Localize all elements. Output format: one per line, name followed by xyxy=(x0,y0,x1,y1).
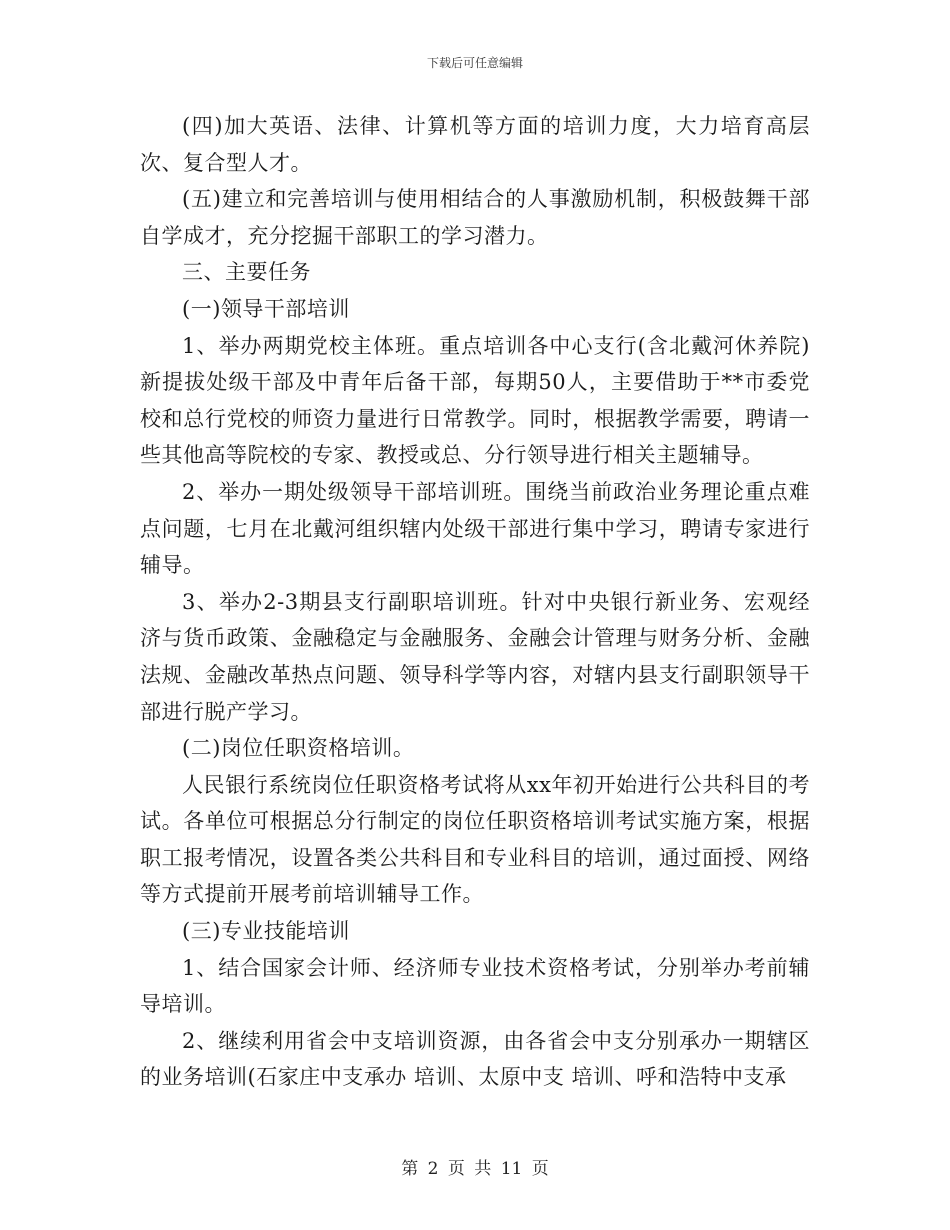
paragraph: 1、举办两期党校主体班。重点培训各中心支行(含北戴河休养院)新提拔处级干部及中青年后备干部，每期50人，主要借助于**市委党校和总行党校的师资力量进行日常教学。同时，根据教学需要，聘请一些其他高等院校的专家、教授或总、分行领导进行相关主题辅导。 xyxy=(140,333,810,468)
document-body xyxy=(140,108,810,1096)
paragraph: (五)建立和完善培训与使用相结合的人事激励机制，积极鼓舞干部自学成才，充分挖掘干部职工的学习潜力。 xyxy=(140,187,810,248)
page-header: 下载后可任意编辑 xyxy=(426,56,523,70)
subsection-heading: (二)岗位任职资格培训。 xyxy=(182,736,415,761)
subsection-heading: (一)领导干部培训 xyxy=(182,296,350,321)
page-number: 第 2 页 共 11 页 xyxy=(401,1159,549,1179)
paragraph: 3、举办2-3期县支行副职培训班。针对中央银行新业务、宏观经济与货币政策、金融稳定与金融服务、金融会计管理与财务分析、金融法规、金融改革热点问题、领导科学等内容，对辖内县支行副职领导干部进行脱产学习。 xyxy=(140,589,810,724)
section-heading: 三、主要任务 xyxy=(182,260,311,285)
paragraph: 2、继续利用省会中支培训资源，由各省会中支分别承办一期辖区的业务培训(石家庄中支承办 培训、太原中支 培训、呼和浩特中支承 xyxy=(140,1028,810,1090)
paragraph: 人民银行系统岗位任职资格考试将从xx年初开始进行公共科目的考试。各单位可根据总分行制定的岗位任职资格培训考试实施方案，根据职工报考情况，设置各类公共科目和专业科目的培训，通过面授、网络等方式提前开展考前培训辅导工作。 xyxy=(140,772,810,907)
paragraph: 1、结合国家会计师、经济师专业技术资格考试，分别举办考前辅导培训。 xyxy=(140,955,810,1017)
subsection-heading: (三)专业技能培训 xyxy=(182,919,350,944)
paragraph: (四)加大英语、法律、计算机等方面的培训力度，大力培育高层次、复合型人才。 xyxy=(140,114,810,175)
paragraph: 2、举办一期处级领导干部培训班。围绕当前政治业务理论重点难点问题，七月在北戴河组织辖内处级干部进行集中学习，聘请专家进行辅导。 xyxy=(140,479,810,578)
